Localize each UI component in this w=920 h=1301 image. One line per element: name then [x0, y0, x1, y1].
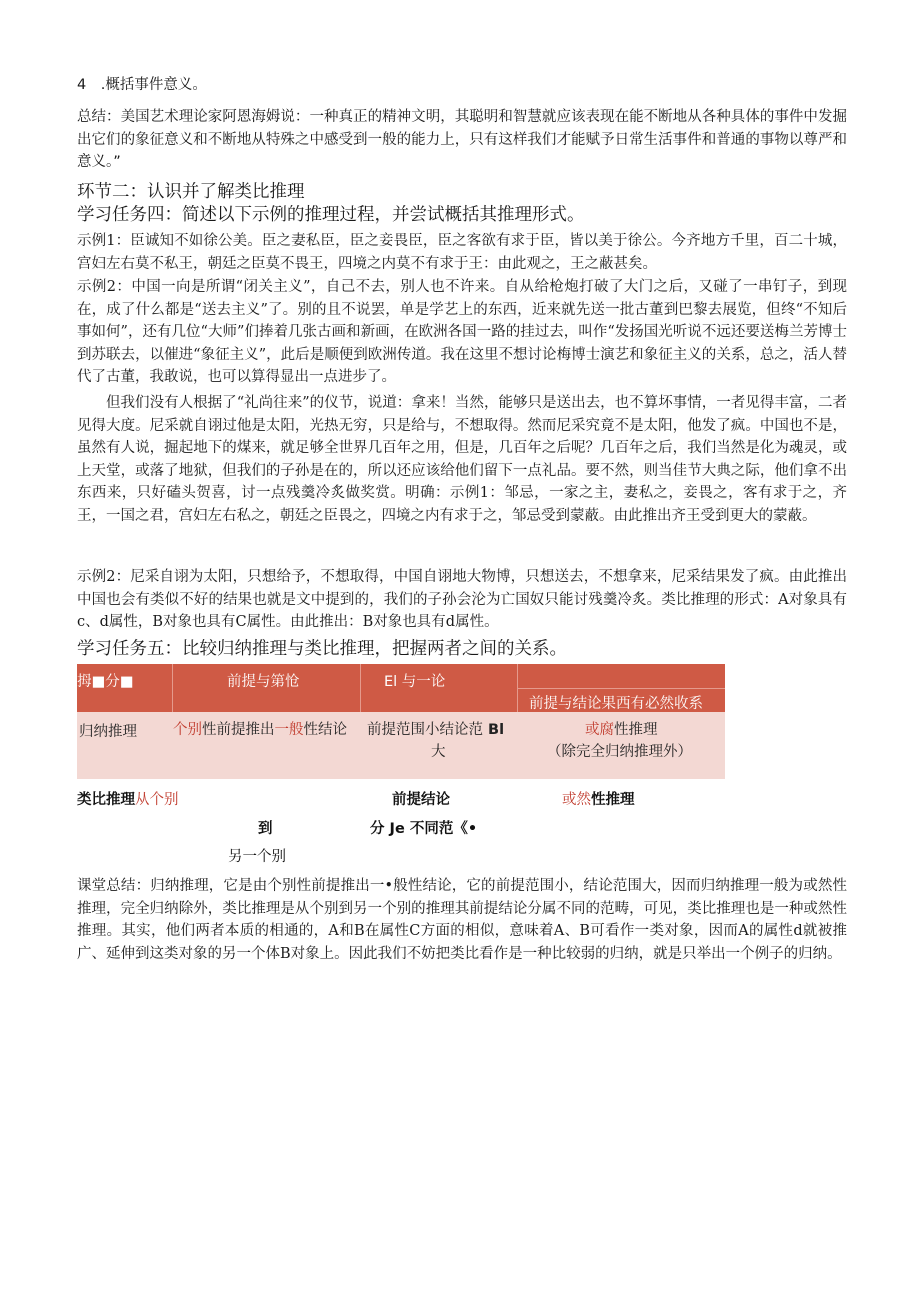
paragraph-3: 但我们没有人根据了“礼尚往来”的仪节，说道：拿来！当然，能够只是送出去，也不算坏事情，一者见得丰富，二者见得大度。尼采就自诩过他是太阳，光热无穷，只是给与，不想取得。然而尼采究竟不是太阳，他发了疯。中国也不是，虽然有人说，掘起地下的煤来，就足够全世界几百年之用，但是，几百年之后呢？几百年之后，我们当然是化为魂灵，或上天堂，或落了地狱，但我们的子孙是在的，所以还应该给他们留下一点礼品。要不然，则当佳节大典之际，他们拿不出东西来，只好磕头贺喜，讨一点残羹冷炙做奖赏。明确：示例1：邹忌，一家之主，妻私之，妾畏之，客有求于之，齐王，一国之君，宫妇左右私之，朝廷之臣畏之，四境之内有求于之，邹忌受到蒙蔽。由此推出齐王受到更大的蒙蔽。	[77, 395, 847, 524]
table-header-row	[77, 664, 725, 712]
header-cell-range: El 与一论	[384, 674, 446, 690]
analogy-another: 另一个别	[228, 849, 286, 865]
cell-premise-conclusion	[173, 718, 347, 739]
row-label-induction: 归纳推理	[79, 724, 137, 740]
step-4-heading: 4 .概括事件意义。	[77, 77, 207, 93]
cell-necessity	[585, 718, 658, 739]
highlight-text: 个别	[173, 722, 202, 738]
summary-quote: 总结：美国艺术理论家阿恩海姆说：一种真正的精神文明，其聪明和智慧就应该表现在能不断地从各种具体的事件中发掘出它们的象征意义和不断地从特殊之中感受到一般的能力上，只有这样我们才能赋予日常生活事件和普通的事物以尊严和意义。”	[77, 109, 847, 171]
class-summary: 课堂总结：归纳推理，它是由个别性前提推出一•般性结论，它的前提范围小，结论范围大，因而归纳推理一般为或然性推理，完全归纳除外，类比推理是从个别到另一个别的推理其前提结论分属不同的范畴，可见，类比推理也是一种或然性推理。其实，他们两者本质的相通的，A和B在属性C方面的相似，意味着A、B可看作一类对象，因而A的属性d就被推广、延伸到这类对象的另一个体B对象上。因此我们不妨把类比看作是一种比较弱的归纳，就是只举出一个例子的归纳。	[77, 878, 847, 962]
cell-range-cont: 大	[431, 744, 446, 760]
analogy-necessity	[562, 788, 635, 809]
task-5-heading: 学习任务五：比较归纳推理与类比推理，把握两者之间的关系。	[77, 639, 567, 659]
cell-text: 性推理	[614, 722, 658, 738]
divider	[360, 664, 361, 712]
divider	[172, 664, 173, 712]
example-2: 示例2：中国一向是所谓“闭关主义”，自己不去，别人也不许来。自从给枪炮打破了大门之后，又碰了一串钉子，到现在，成了什么都是“送去主义”了。别的且不说罢，单是学艺上的东西，近来就先送一批古董到巴黎去展览，但终“不知后事如何”，还有几位“大师”们捧着几张古画和新画，在欧洲各国一路的挂过去，叫作“发扬国光听说不远还要送梅兰芳博士到苏联去，以催进“象征主义”，此后是顺便到欧洲传道。我在这里不想讨论梅博士演艺和象征主义的关系，总之，活人替代了古董，我敢说，也可以算得显出一点进步了。	[77, 279, 847, 386]
paragraph-4: 示例2：尼采自诩为太阳，只想给予，不想取得，中国自诩地大物博，只想送去，不想拿来，尼采结果发了疯。由此推出中国也会有类似不好的结果也就是文中提到的，我们的子孙会沦为亡国奴只能讨残羹冷炙。类比推理的形式：A对象具有c、d属性，B对象也具有C属性。由此推出：B对象也具有d属性。	[77, 569, 847, 631]
section-2-heading: 环节二：认识并了解类比推理	[77, 182, 305, 202]
cell-text: 性前提推出	[202, 722, 275, 738]
cell-necessity-note: （除完全归纳推理外）	[547, 744, 692, 760]
task-4-heading: 学习任务四：简述以下示例的推理过程，并尝试概括其推理形式。	[77, 205, 585, 225]
analogy-to: 到	[258, 821, 273, 837]
cell-text: 性推理	[591, 792, 635, 808]
header-cell-type: 拇■分■	[77, 674, 134, 690]
header-cell-premise: 前提与第怆	[227, 674, 300, 690]
divider	[517, 688, 725, 689]
cell-text: Bl	[483, 722, 505, 738]
analogy-premise: 前提结论	[392, 792, 450, 808]
comparison-table	[77, 664, 725, 779]
highlight-text: 一般	[274, 722, 304, 738]
cell-range	[367, 718, 504, 739]
highlight-text: 从个别	[135, 792, 179, 808]
analogy-category: 分 Je 不同范《•	[370, 821, 478, 837]
highlight-text: 或然	[562, 792, 591, 808]
cell-text: 前提范围小结论范	[367, 722, 483, 738]
highlight-text: 或腐	[585, 722, 614, 738]
example-1: 示例1：臣诚知不如徐公美。臣之妻私臣，臣之妾畏臣，臣之客欲有求于臣，皆以美于徐公。今齐地方千里，百二十城，宫妇左右莫不私王，朝廷之臣莫不畏王，四境之内莫不有求于王：由此观之，王之蔽甚矣。	[77, 233, 847, 272]
cell-text: 性结论	[303, 722, 347, 738]
header-cell-necessity: 前提与结论果西有必然收系	[529, 696, 703, 712]
analogy-label	[77, 788, 179, 809]
cell-text: 类比推理	[77, 792, 135, 808]
table-row	[77, 712, 725, 779]
